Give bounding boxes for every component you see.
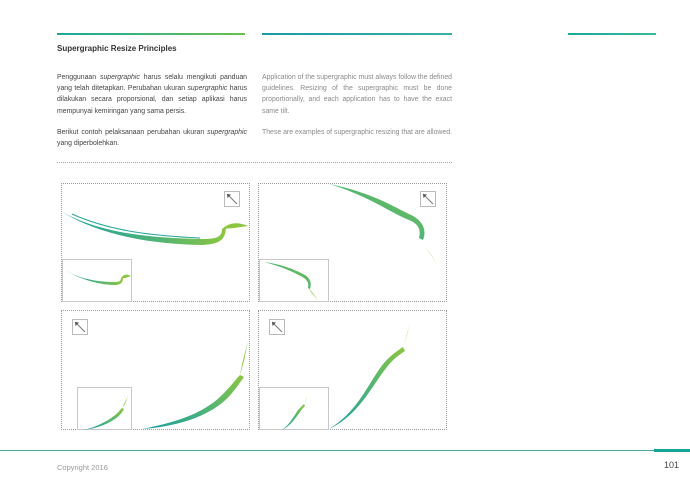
supergraphic-wave-small (260, 260, 330, 303)
top-rule-right (568, 33, 656, 35)
example-frame-vertical-tall (258, 310, 447, 430)
page-number: 101 (664, 460, 680, 470)
diagonal-arrow-icon (72, 319, 88, 335)
paragraph-id-1: Penggunaan supergraphic harus selalu mengikuti panduan yang telah ditetapkan. Perubahan ukuran supergraphic harus dilakukan secara proporsional, dan setiap aplikasi harus mempunyai kemiringan yang sama persis. (57, 74, 247, 115)
paragraph-en-2: These are examples of supergraphic resizing that are allowed. (262, 129, 452, 136)
example-frame-vertical-low (61, 310, 250, 430)
diagonal-arrow-icon (420, 191, 436, 207)
diagonal-arrow-icon (269, 319, 285, 335)
top-rule-left (57, 33, 245, 35)
diagonal-arrow-icon (224, 191, 240, 207)
copyright-text: Copyright 2016 (57, 463, 108, 472)
example-inset-small (259, 387, 329, 430)
footer-accent (654, 449, 690, 452)
example-frame-horizontal-wide (61, 183, 250, 302)
example-inset-small (77, 387, 132, 430)
paragraph-id-2: Berikut contoh pelaksanaan perubahan ukuran supergraphic yang diperbolehkan. (57, 129, 247, 148)
example-inset-small (259, 259, 329, 302)
supergraphic-wave-small (63, 260, 133, 303)
footer-rule (0, 450, 690, 451)
paragraph-en-1: Application of the supergraphic must always follow the defined guidelines. Resizing of the supergraphic must be done proportionally, and each application has to have the exact same tilt. (262, 74, 452, 115)
supergraphic-wave-small (78, 388, 133, 431)
example-frame-horizontal-rising (258, 183, 447, 302)
supergraphic-wave-small (260, 388, 330, 431)
top-rule-middle (262, 33, 452, 35)
example-inset-small (62, 259, 132, 302)
section-divider (57, 162, 452, 163)
page-title: Supergraphic Resize Principles (57, 44, 177, 53)
